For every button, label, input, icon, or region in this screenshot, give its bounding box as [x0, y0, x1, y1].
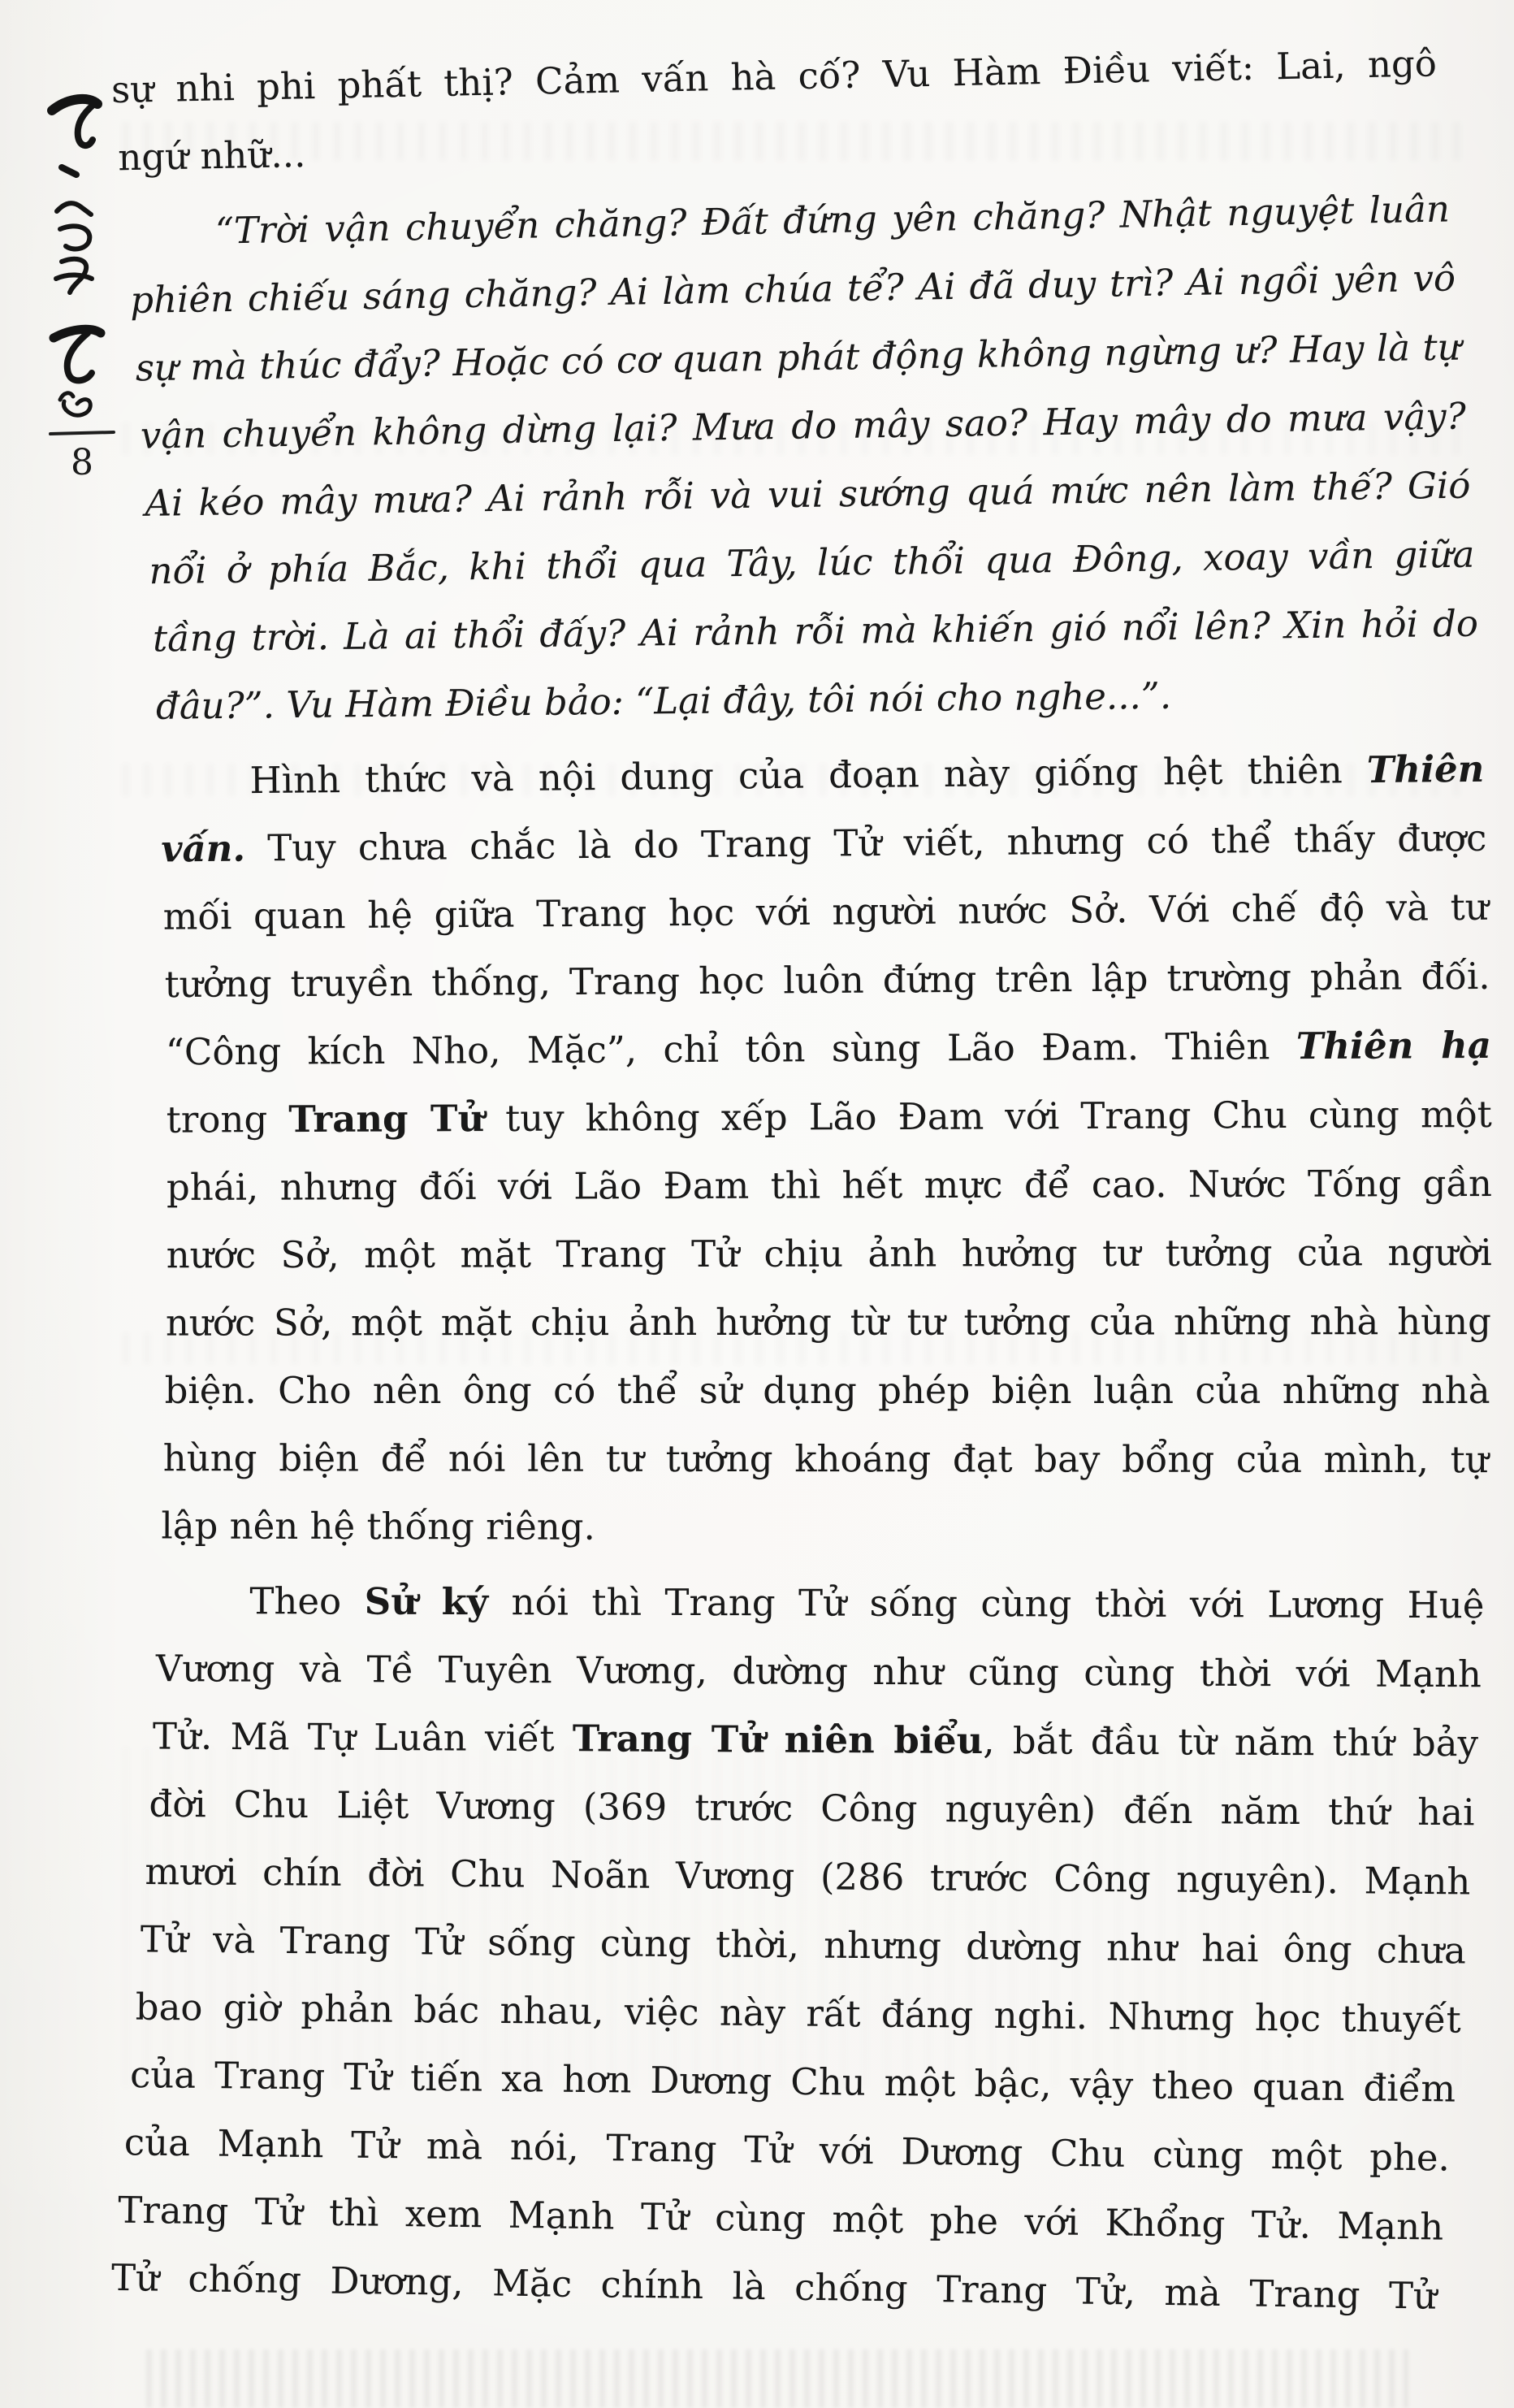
text-line: [158, 735, 1485, 816]
text-run: của Trang Tử tiến xa hơn Dương Chu một bậc, vậy theo quan điểm: [129, 2052, 1456, 2111]
text-run: Hình thức và nội dung của đoạn này giống hệt thiên: [249, 748, 1367, 803]
text-line: [162, 873, 1489, 951]
text-run: nước Sở, một mặt chịu ảnh hưởng từ tư tưởng của những nhà hùng: [165, 1300, 1491, 1345]
text-run: nổi ở phía Bắc, khi thổi qua Tây, lúc thổi qua Đông, xoay vần giữa: [149, 532, 1475, 593]
text-run: biện. Cho nên ông có thể sử dụng phép biện luận của những nhà: [164, 1368, 1490, 1413]
text-run: “Trời vận chuyển chăng? Đất đứng yên chăng? Nhật nguyệt luân: [214, 187, 1451, 253]
text-line: [161, 804, 1487, 884]
bleedthrough-artifact: [146, 2350, 1408, 2408]
paragraph-commentary-2: [110, 1569, 1492, 2319]
text-run: , bắt đầu từ năm thứ bảy: [983, 1719, 1479, 1765]
text-run: nước Sở, một mặt Trang Tử chịu ảnh hưởng tư tưởng của người: [166, 1231, 1492, 1277]
text-line: [135, 1973, 1461, 2055]
text-line: [156, 1635, 1482, 1709]
text-run: Sử ký: [364, 1579, 489, 1624]
brush-calligraphy-vertical-icon: [41, 91, 119, 424]
text-block: [110, 41, 1493, 2319]
text-run: sự nhi phi phất thị? Cảm vấn hà cố? Vu Hàm Điều viết: Lai, ngô: [110, 41, 1438, 112]
text-line: [166, 1011, 1491, 1086]
text-run: Theo: [249, 1579, 365, 1623]
text-run: Trang Tử niên biểu: [572, 1717, 984, 1763]
text-line: [163, 1424, 1489, 1494]
paragraph-commentary-1: [161, 743, 1493, 1561]
text-run: Ai kéo mây mưa? Ai rảnh rỗi và vui sướng quá mức nên làm thế? Gió: [145, 463, 1471, 525]
text-line: [167, 1081, 1492, 1154]
text-run: sự mà thúc đẩy? Hoặc có cơ quan phát động không ngừng ư? Hay là tự: [135, 325, 1462, 390]
text-line: [164, 942, 1490, 1019]
text-line: [165, 1357, 1490, 1425]
text-line: [158, 1567, 1484, 1639]
paragraph-quote: [129, 187, 1492, 735]
text-line: [167, 1219, 1492, 1289]
text-run: Trang Tử thì xem Mạnh Tử cùng một phe với Khổng Tử. Mạnh: [117, 2188, 1444, 2249]
text-run: Thiên: [1366, 747, 1485, 792]
text-line: [141, 1905, 1467, 1985]
text-run: ngứ nhữ...: [117, 132, 306, 180]
text-run: vận chuyển không dừng lại? Mưa do mây sao? Hay mây do mưa vậy?: [140, 394, 1467, 457]
text-line: [153, 1702, 1478, 1778]
text-run: vấn.: [161, 826, 246, 871]
text-run: Vương và Tề Tuyên Vương, dường như cũng cùng thời với Mạnh: [155, 1647, 1482, 1696]
text-line: [156, 659, 1482, 741]
text-run: tưởng truyền thống, Trang học luôn đứng trên lập trường phản đối.: [164, 954, 1490, 1007]
text-run: phái, nhưng đối với Lão Đam thì hết mực để cao. Nước Tống gần: [166, 1162, 1493, 1209]
text-run: tuy không xếp Lão Đam với Trang Chu cùng một: [484, 1092, 1492, 1141]
text-line: [149, 1770, 1475, 1847]
text-run: Thiên hạ: [1296, 1023, 1492, 1068]
text-run: mươi chín đời Chu Noãn Vương (286 trước Công nguyên). Mạnh: [145, 1850, 1471, 1903]
text-run: Tử và Trang Tử sống cùng thời, nhưng dường như hai ông chưa: [140, 1917, 1467, 1973]
text-run: đời Chu Liệt Vương (369 trước Công nguyên) đến năm thứ hai: [149, 1782, 1475, 1834]
text-run: đâu?”. Vu Hàm Điều bảo: “Lại đây, tôi nói cho nghe...”.: [155, 673, 1172, 728]
text-line: [167, 1150, 1492, 1222]
text-run: của Mạnh Tử mà nói, Trang Tử với Dương Chu cùng một phe.: [123, 2120, 1451, 2180]
text-run: mối quan hệ giữa Trang học với người nước Sở. Với chế độ và tư: [162, 885, 1489, 938]
text-run: “Công kích Nho, Mặc”, chỉ tôn sùng Lão Đam. Thiên: [165, 1024, 1296, 1074]
text-run: tầng trời. Là ai thổi đấy? Ai rảnh rỗi mà khiến gió nổi lên? Xin hỏi do: [152, 601, 1479, 660]
text-line: [145, 1838, 1471, 1916]
text-run: lập nên hệ thống riêng.: [161, 1504, 595, 1548]
text-run: bao giờ phản bác nhau, việc này rất đáng nghi. Nhưng học thuyết: [135, 1985, 1461, 2042]
text-run: trong: [166, 1098, 289, 1141]
text-run: nói thì Trang Tử sống cùng thời với Lương Huệ: [487, 1580, 1485, 1627]
page-number: 8: [71, 442, 93, 483]
text-run: Tuy chưa chắc là do Trang Tử viết, nhưng có thể thấy được: [244, 816, 1487, 870]
text-run: Trang Tử: [288, 1097, 485, 1141]
text-run: Tử. Mã Tự Luân viết: [152, 1714, 573, 1761]
text-line: [161, 1492, 1486, 1564]
text-run: hùng biện để nói lên tư tưởng khoáng đạt bay bổng của mình, tự: [162, 1436, 1489, 1482]
text-run: phiên chiếu sáng chăng? Ai làm chúa tể? Ai đã duy trì? Ai ngồi yên vô: [129, 256, 1456, 323]
paragraph-continuation: [110, 41, 1492, 182]
text-run: Tử chống Dương, Mặc chính là chống Trang Tử, mà Trang Tử: [110, 2255, 1438, 2318]
margin-rule: [49, 431, 115, 435]
text-line: [166, 1288, 1491, 1358]
